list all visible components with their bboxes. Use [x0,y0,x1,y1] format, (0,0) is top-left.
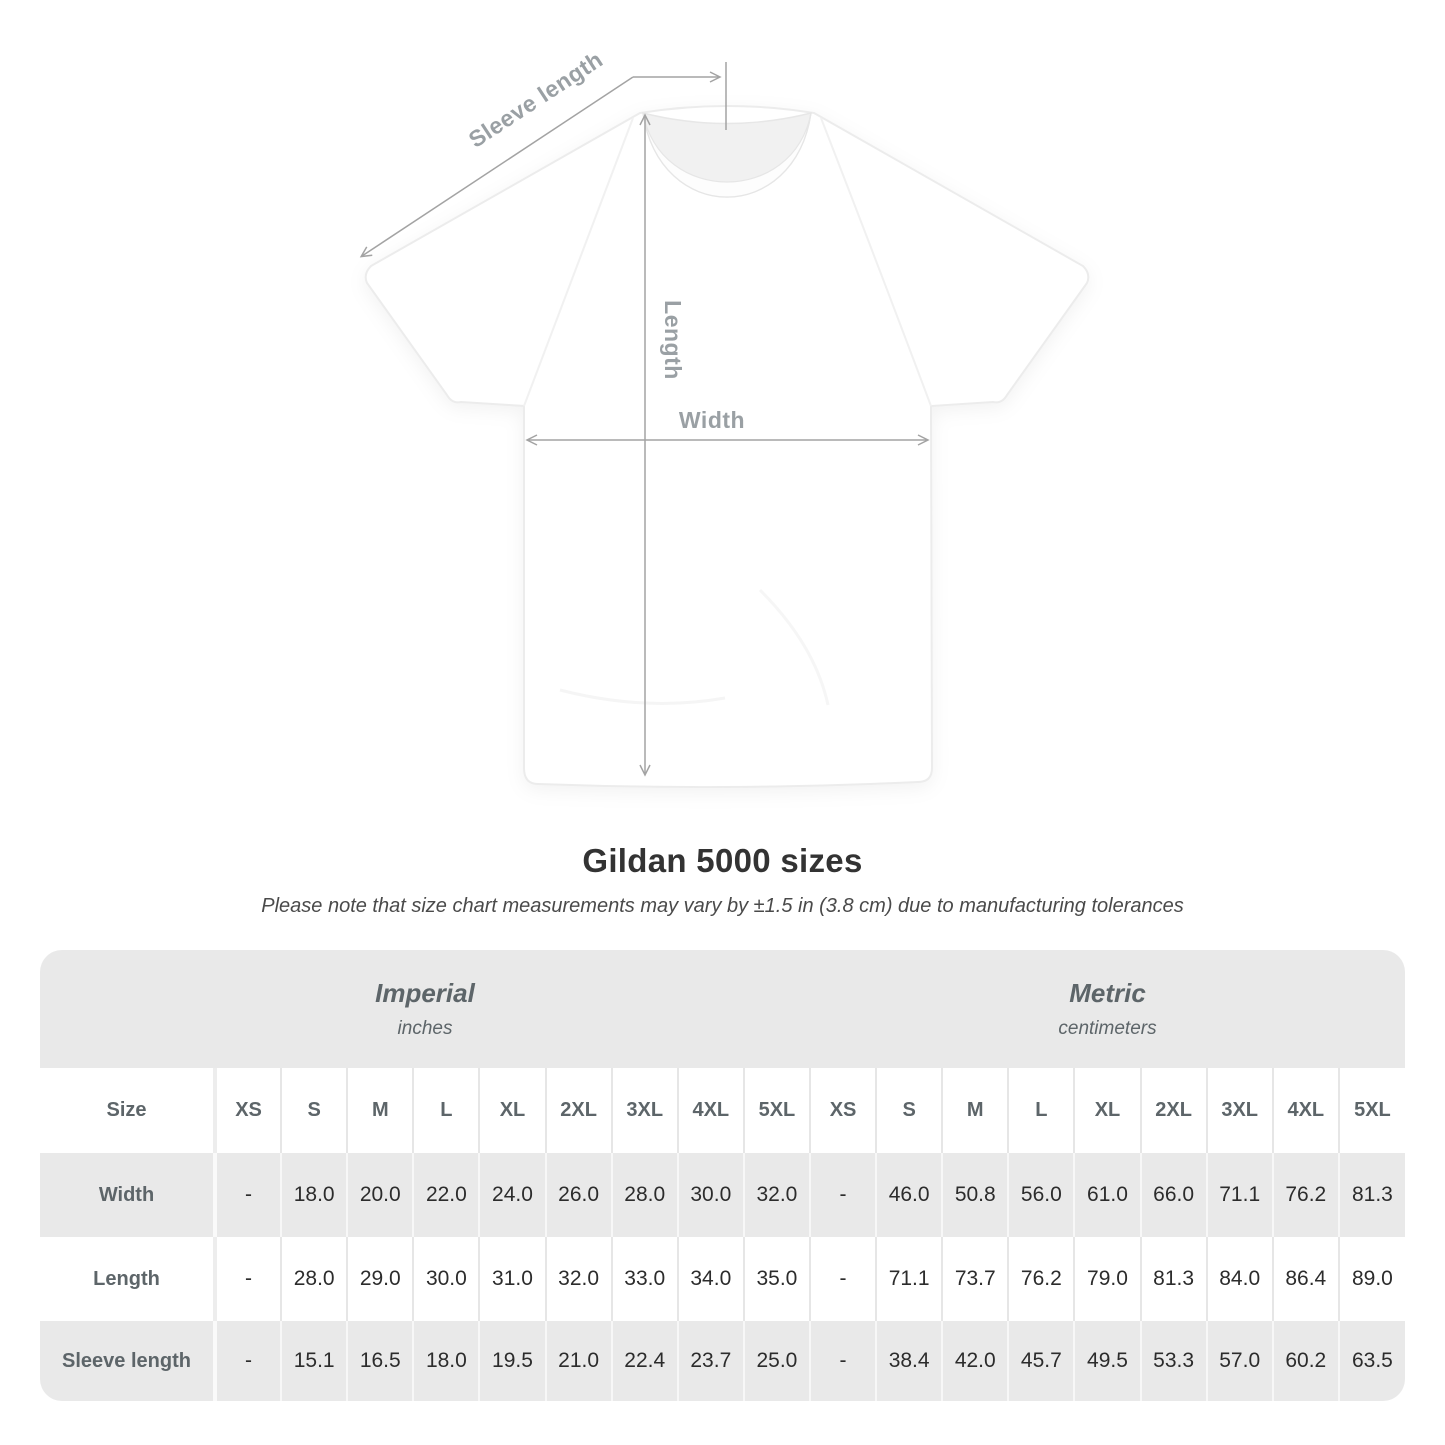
imperial-unit: inches [397,1018,453,1039]
sleeve-metric-xl: 49.5 [1074,1321,1140,1401]
sleeve-imperial-l: 18.0 [413,1321,479,1401]
row-label-width: Width [40,1153,215,1237]
width-metric-s: 46.0 [876,1153,942,1237]
size-column-header: Size [40,1068,215,1153]
size-header-imperial-xl: XL [479,1068,545,1153]
length-metric-s: 71.1 [876,1237,942,1321]
length-metric-5xl: 89.0 [1339,1237,1405,1321]
metric-name: Metric [1069,978,1146,1008]
size-header-imperial-2xl: 2XL [546,1068,612,1153]
width-imperial-2xl: 26.0 [546,1153,612,1237]
sleeve-imperial-3xl: 22.4 [612,1321,678,1401]
unit-group-imperial [40,950,810,1068]
length-metric-3xl: 84.0 [1207,1237,1273,1321]
size-table [40,950,1405,1401]
size-header-imperial-s: S [281,1068,347,1153]
row-label-sleeve-length: Sleeve length [40,1321,215,1401]
table-row-sleeve-length [40,1321,1405,1401]
width-metric-4xl: 76.2 [1273,1153,1339,1237]
row-label-length: Length [40,1237,215,1321]
tshirt-measurement-diagram [330,40,1120,820]
tshirt-graphic [366,106,1089,787]
sleeve-metric-4xl: 60.2 [1273,1321,1339,1401]
table-row-width [40,1153,1405,1237]
width-metric-xl: 61.0 [1074,1153,1140,1237]
width-imperial-5xl: 32.0 [744,1153,810,1237]
sleeve-metric-3xl: 57.0 [1207,1321,1273,1401]
sleeve-imperial-5xl: 25.0 [744,1321,810,1401]
width-metric-2xl: 66.0 [1141,1153,1207,1237]
size-header-row [40,1068,1405,1153]
size-header-metric-2xl: 2XL [1141,1068,1207,1153]
size-header-metric-3xl: 3XL [1207,1068,1273,1153]
length-imperial-s: 28.0 [281,1237,347,1321]
unit-group-row [40,950,1405,1068]
length-label: Length [660,300,686,380]
length-imperial-l: 30.0 [413,1237,479,1321]
width-metric-m: 50.8 [942,1153,1008,1237]
sleeve-metric-5xl: 63.5 [1339,1321,1405,1401]
length-metric-m: 73.7 [942,1237,1008,1321]
width-metric-3xl: 71.1 [1207,1153,1273,1237]
length-imperial-4xl: 34.0 [678,1237,744,1321]
size-header-metric-l: L [1008,1068,1074,1153]
length-metric-xl: 79.0 [1074,1237,1140,1321]
size-header-metric-xl: XL [1074,1068,1140,1153]
imperial-name: Imperial [375,978,475,1008]
width-imperial-m: 20.0 [347,1153,413,1237]
sleeve-metric-s: 38.4 [876,1321,942,1401]
size-header-imperial-3xl: 3XL [612,1068,678,1153]
sleeve-imperial-m: 16.5 [347,1321,413,1401]
width-imperial-xl: 24.0 [479,1153,545,1237]
width-metric-l: 56.0 [1008,1153,1074,1237]
width-metric-xs: - [810,1153,876,1237]
page-title: Gildan 5000 sizes [582,842,863,879]
width-imperial-xs: - [215,1153,281,1237]
sleeve-imperial-2xl: 21.0 [546,1321,612,1401]
size-header-metric-m: M [942,1068,1008,1153]
length-metric-xs: - [810,1237,876,1321]
size-header-metric-s: S [876,1068,942,1153]
length-imperial-m: 29.0 [347,1237,413,1321]
sleeve-metric-xs: - [810,1321,876,1401]
length-imperial-xs: - [215,1237,281,1321]
sleeve-metric-m: 42.0 [942,1321,1008,1401]
metric-unit: centimeters [1058,1018,1157,1039]
size-header-imperial-xs: XS [215,1068,281,1153]
size-header-metric-4xl: 4XL [1273,1068,1339,1153]
sleeve-length-label: Sleeve length [463,45,608,153]
length-imperial-2xl: 32.0 [546,1237,612,1321]
width-label: Width [678,407,746,433]
page-subtitle: Please note that size chart measurements may vary by ±1.5 in (3.8 cm) due to manufacturing tolerances [261,895,1184,917]
sleeve-imperial-xl: 19.5 [479,1321,545,1401]
length-imperial-3xl: 33.0 [612,1237,678,1321]
unit-group-metric [810,950,1405,1068]
length-metric-l: 76.2 [1008,1237,1074,1321]
size-header-metric-5xl: 5XL [1339,1068,1405,1153]
length-metric-2xl: 81.3 [1141,1237,1207,1321]
width-imperial-4xl: 30.0 [678,1153,744,1237]
table-row-length [40,1237,1405,1321]
width-metric-5xl: 81.3 [1339,1153,1405,1237]
length-imperial-5xl: 35.0 [744,1237,810,1321]
size-header-imperial-4xl: 4XL [678,1068,744,1153]
width-imperial-l: 22.0 [413,1153,479,1237]
sleeve-imperial-s: 15.1 [281,1321,347,1401]
width-imperial-s: 18.0 [281,1153,347,1237]
length-imperial-xl: 31.0 [479,1237,545,1321]
length-metric-4xl: 86.4 [1273,1237,1339,1321]
size-header-imperial-l: L [413,1068,479,1153]
sleeve-metric-2xl: 53.3 [1141,1321,1207,1401]
size-header-imperial-5xl: 5XL [744,1068,810,1153]
sleeve-metric-l: 45.7 [1008,1321,1074,1401]
sleeve-imperial-xs: - [215,1321,281,1401]
size-header-imperial-m: M [347,1068,413,1153]
sleeve-imperial-4xl: 23.7 [678,1321,744,1401]
size-header-metric-xs: XS [810,1068,876,1153]
width-imperial-3xl: 28.0 [612,1153,678,1237]
